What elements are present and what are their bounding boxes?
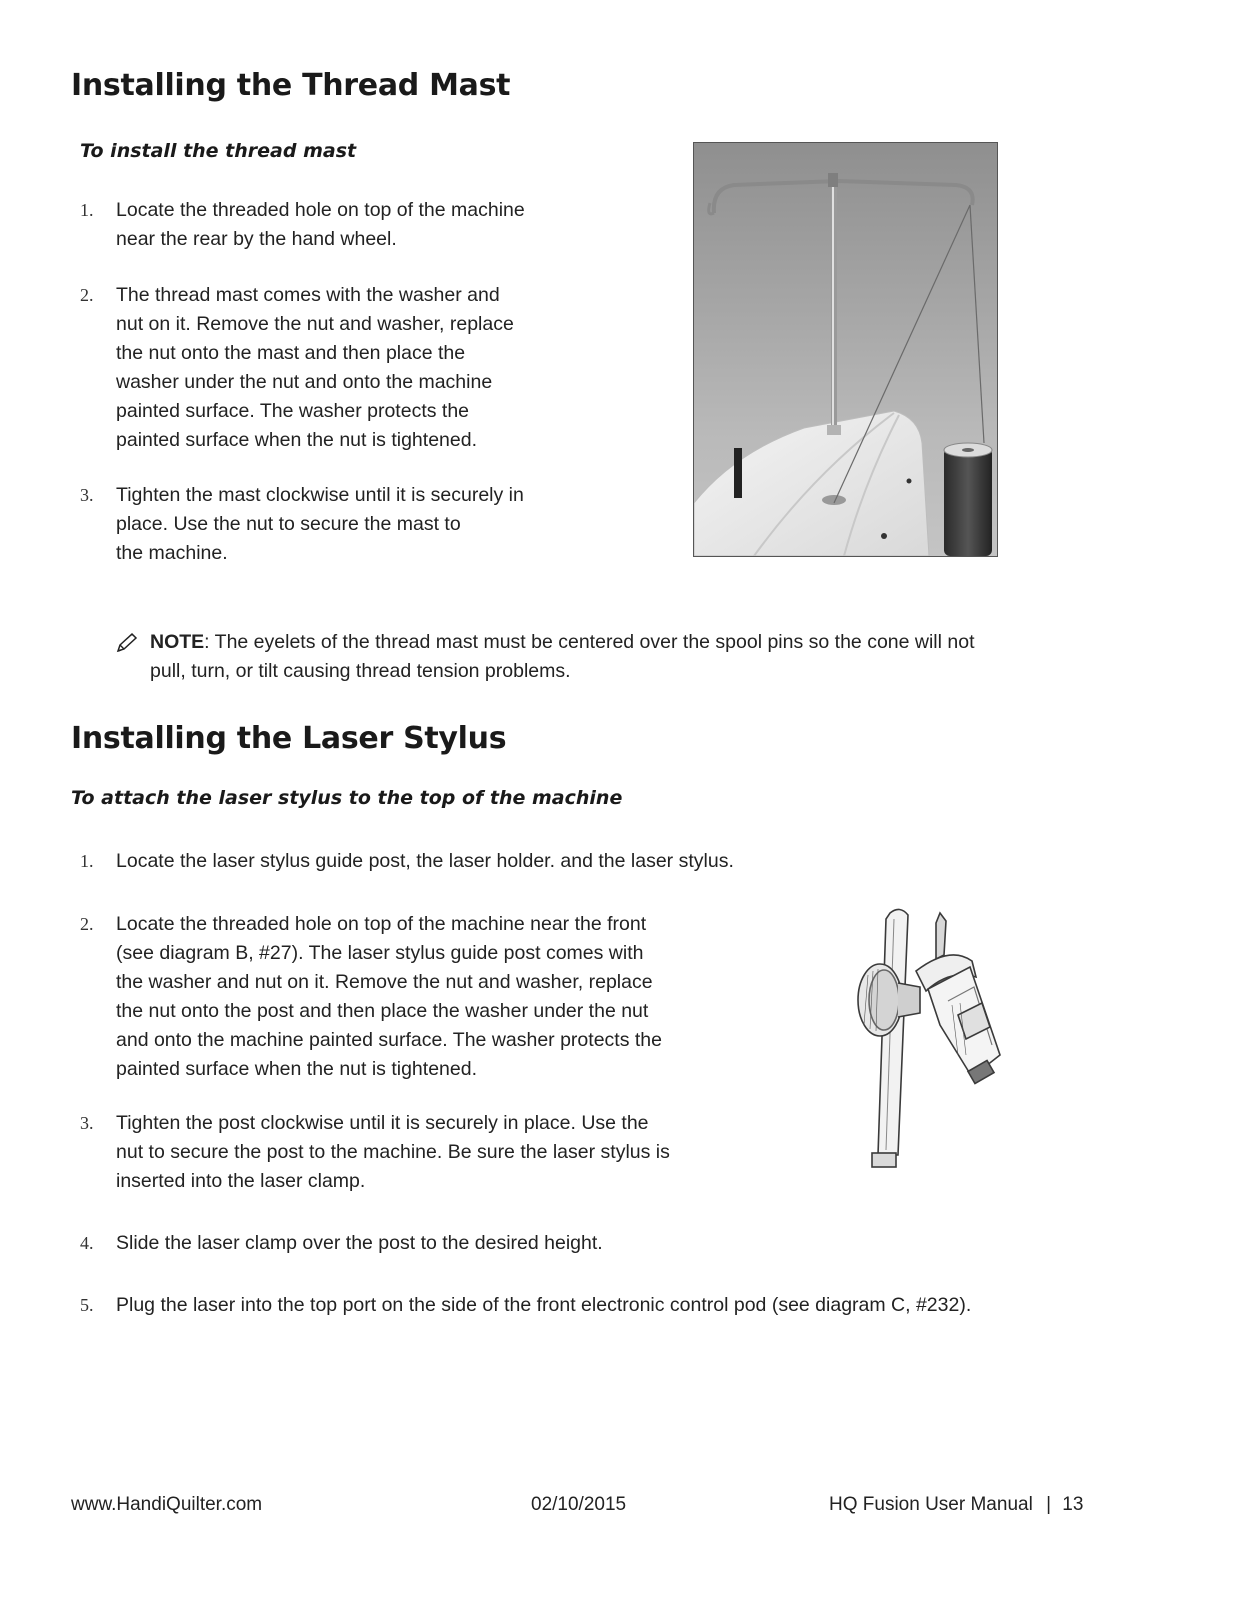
step-line: and onto the machine painted surface. The washer protects the [116,1029,662,1051]
manual-name: HQ Fusion User Manual [829,1494,1033,1515]
step-line: nut to secure the post to the machine. Be sure the laser stylus is [116,1141,670,1163]
list-item [80,481,640,571]
step-line: washer under the nut and onto the machine [116,371,493,393]
step-line: The thread mast comes with the washer and [116,284,500,306]
step-line: the washer and nut on it. Remove the nut and washer, replace [116,971,653,993]
step-line: Slide the laser clamp over the post to the desired height. [116,1232,603,1254]
step-line: Tighten the mast clockwise until it is securely in [116,484,524,506]
note-block [150,628,1150,686]
step-number: 1. [80,200,94,220]
step-number: 4. [80,1233,94,1253]
thread-mast-illustration [694,143,997,556]
step-line: place. Use the nut to secure the mast to [116,513,461,535]
step-line: Locate the threaded hole on top of the machine near the front [116,913,647,935]
step-number: 5. [80,1295,94,1315]
step-line: near the rear by the hand wheel. [116,228,397,250]
step-line: (see diagram B, #27). The laser stylus guide post comes with [116,942,644,964]
step-number: 1. [80,851,94,871]
step-line: nut on it. Remove the nut and washer, replace [116,313,514,335]
list-item [80,1291,1200,1321]
list-item [80,196,640,256]
section-title-thread-mast: Installing the Thread Mast [71,68,511,103]
note-text: pull, turn, or tilt causing thread tension problems. [150,660,571,682]
list-item [80,281,640,457]
step-number: 2. [80,285,94,305]
list-item [80,847,1180,877]
step-number: 2. [80,914,94,934]
list-item [80,1229,1180,1259]
step-line: the nut onto the post and then place the washer under the nut [116,1000,649,1022]
step-line: Tighten the post clockwise until it is securely in place. Use the [116,1112,649,1134]
step-line: Locate the laser stylus guide post, the laser holder. and the laser stylus. [116,850,734,872]
step-line: painted surface when the nut is tightened. [116,429,477,451]
pencil-icon [115,632,139,654]
page-number: 13 [1062,1494,1084,1515]
step-line: Locate the threaded hole on top of the machine [116,199,525,221]
note-label: NOTE [150,631,205,653]
step-line: the nut onto the mast and then place the [116,342,466,364]
step-number: 3. [80,1113,94,1133]
step-line: inserted into the laser clamp. [116,1170,366,1192]
step-line: painted surface. The washer protects the [116,400,470,422]
step-number: 3. [80,485,94,505]
footer-manual-title [829,1494,1083,1516]
footer-date: 02/10/2015 [531,1494,627,1515]
section-title-laser-stylus: Installing the Laser Stylus [71,721,507,756]
step-line: Plug the laser into the top port on the side of the front electronic control pod (see diagram C, #232). [116,1294,972,1316]
note-text: : The eyelets of the thread mast must be centered over the spool pins so the cone will not [204,631,975,653]
laser-stylus-illustration [840,905,1010,1175]
step-line: painted surface when the nut is tightened. [116,1058,477,1080]
footer-separator: | [1046,1494,1052,1515]
subtitle-attach-laser-stylus: To attach the laser stylus to the top of the machine [71,787,623,809]
thread-mast-photo [693,142,998,557]
list-item [80,910,780,1086]
subtitle-install-thread-mast: To install the thread mast [80,140,357,162]
step-line: the machine. [116,542,228,564]
list-item [80,1109,780,1199]
footer-website: www.HandiQuilter.com [71,1494,263,1515]
